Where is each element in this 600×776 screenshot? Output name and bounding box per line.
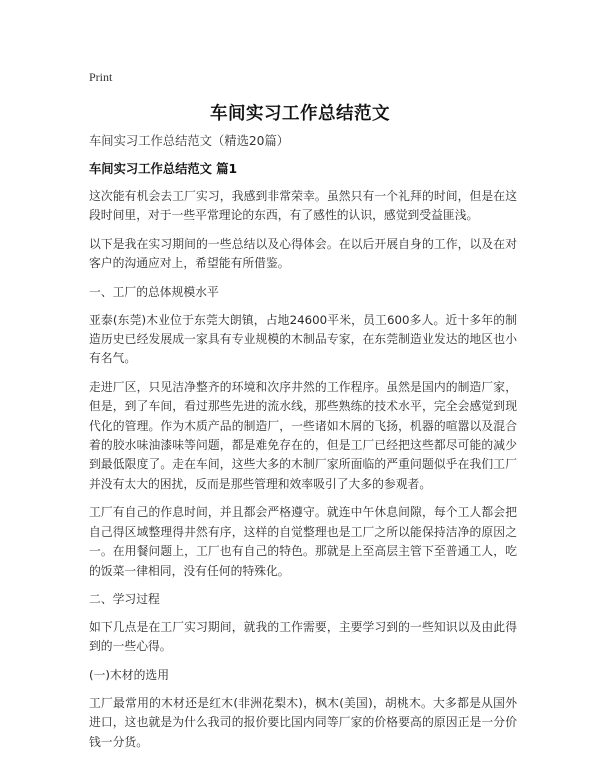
- section-heading: 车间实习工作总结范文 篇1: [89, 162, 238, 176]
- paragraph-wood-types: 工厂最常用的木材还是红木(非洲花梨木)，枫木(美国)，胡桃木。大多都是从国外进口，这也就是为什么我司的报价要比国内同等厂家的价格要高的原因正是一分价钱一分货。: [89, 695, 517, 749]
- paragraph-summary: 以下是我在实习期间的一些总结以及心得体会。在以后开展自身的工作，以及在对客户的沟通应对上，希望能有所借鉴。: [89, 236, 517, 271]
- paragraph-schedule: 工厂有自己的作息时间，并且都会严格遵守。就连中午休息间隙，每个工人都会把自己得区域整理得井然有序，这样的自觉整理也是工厂之所以能保持洁净的原因之一。在用餐问题上，工厂也有自己的特色。那就是上至高层主管下至普通工人，吃的饭菜一律相同，没有任何的特殊化。: [89, 505, 517, 578]
- page-title: 车间实习工作总结范文: [210, 104, 390, 124]
- heading-factory-scale: 一、工厂的总体规模水平: [89, 284, 219, 299]
- heading-wood-selection: (一)木材的选用: [89, 667, 169, 682]
- document-subtitle: 车间实习工作总结范文（精选20篇）: [89, 134, 290, 148]
- print-label: Print: [89, 70, 113, 84]
- paragraph-intro: 这次能有机会去工厂实习，我感到非常荣幸。虽然只有一个礼拜的时间，但是在这段时间里，对于一些平常理论的东西，有了感性的认识，感觉到受益匪浅。: [89, 189, 517, 223]
- document-body: [89, 133, 517, 761]
- paragraph-company-profile: 亚泰(东莞)木业位于东莞大朗镇，占地24600平米，员工600多人。近十多年的制造历史已经发展成一家具有专业规模的木制品专家，在东莞制造业发达的地区也小有名气。: [89, 312, 517, 366]
- paragraph-workshop: 走进厂区，只见洁净整齐的环境和次序井然的工作程序。虽然是国内的制造厂家，但是，到了车间，看过那些先进的流水线，那些熟练的技术水平，完全会感觉到现代化的管理。作为木质产品的制造厂，一些诸如木屑的飞扬，机器的喧嚣以及混合着的胶水味油漆味等问题，都是难免存在的，但是工厂已经把这些都尽可能的减少到最低限度了。走在车间，这些大多的木制厂家所面临的严重问题似乎在我们工厂并没有太大的困扰，反而是那些管理和效率吸引了大多的参观者。: [89, 379, 517, 491]
- heading-learning-process: 二、学习过程: [89, 591, 160, 606]
- paragraph-learning-intro: 如下几点是在工厂实习期间，就我的工作需要，主要学习到的一些知识以及由此得到的一些心得。: [89, 619, 517, 654]
